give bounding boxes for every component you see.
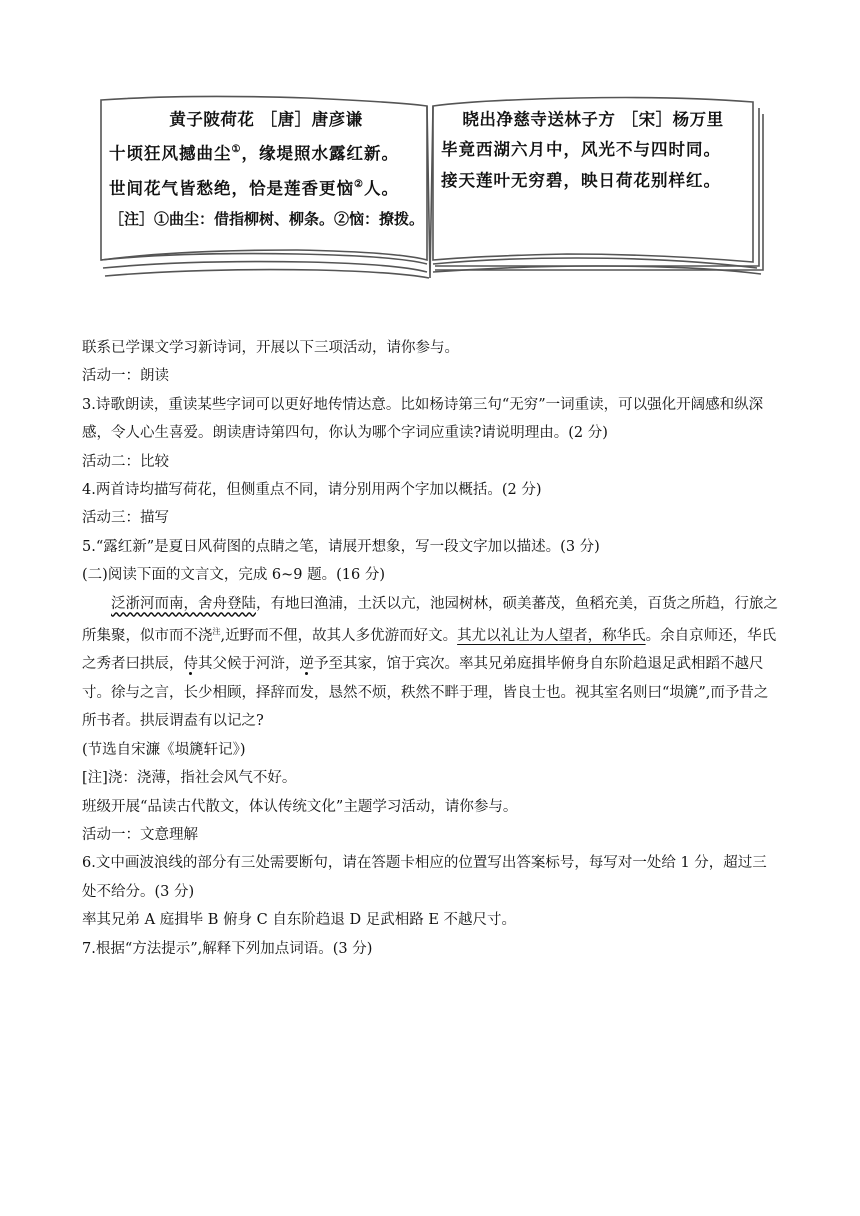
left-poem-title-line [105, 106, 427, 134]
activity-2-heading: 活动二：比较 [82, 453, 169, 470]
right-poem-line-2: 接天莲叶无穷碧，映日荷花别样红。 [441, 171, 721, 190]
dotted-word-shi: 侍 [183, 656, 198, 673]
question-3: 3.诗歌朗读，重读某些字词可以更好地传情达意。比如杨诗第三句“无穷”一词重读，可以强化开阔感和纵深感，令人心生喜爱。朗读唐诗第四句，你认为哪个字词应重读?请说明理由。(2 分) [82, 396, 764, 442]
section-2-heading: (二)阅读下面的文言文，完成 6~9 题。(16 分) [82, 567, 386, 584]
exam-content [82, 334, 778, 963]
passage-source: (节选自宋濂《埙篪轩记》) [82, 741, 246, 758]
dotted-word-ni: 逆 [299, 656, 314, 673]
question-6-sentence: 率其兄弟 A 庭揖毕 B 俯身 C 自东阶趋退 D 足武相路 E 不越尺寸。 [82, 912, 517, 929]
question-6: 6.文中画波浪线的部分有三处需要断句，请在答题卡相应的位置写出答案标号，每写对一处给 1 分，超过三处不给分。(3 分) [82, 855, 767, 900]
intro-text: 联系已学课文学习新诗词，开展以下三项活动，请你参与。 [82, 340, 459, 356]
right-poem-author: ［宋］杨万里 [621, 110, 724, 129]
right-poem-title: 晓出净慈寺送林子方 [462, 110, 616, 129]
footnote-mark-1: ① [231, 144, 242, 155]
right-poem-line-1: 毕竟西湖六月中，风光不与四时同。 [441, 140, 721, 159]
activity-1b-heading: 活动一：文意理解 [82, 826, 198, 843]
poem-book-illustration [97, 92, 767, 282]
question-7: 7.根据“方法提示”,解释下列加点词语。(3 分) [82, 940, 373, 957]
question-4: 4.两首诗均描写荷花，但侧重点不同，请分别用两个字加以概括。(2 分) [82, 482, 542, 499]
class-activity-intro: 班级开展“品读古代散文，体认传统文化”主题学习活动，请你参与。 [82, 798, 518, 815]
activity-1-heading: 活动一：朗读 [82, 368, 169, 385]
activity-3-heading: 活动三：描写 [82, 510, 169, 527]
left-poem-line-2: 世间花气皆愁绝，恰是莲香更恼②人。 [109, 179, 399, 198]
classical-passage: 泛浙河而南，舍舟登陆，有地曰渔浦，土沃以亢，池园树林，硕美蕃茂，鱼稻充美，百货之所趋，行旅之所集聚，似市而不浇$^注$,近野而不俚，故其人多优游而好文。其尤以礼让为人望者，称华氏。余自京师还，华氏之秀者曰拱辰，侍其父候于河浒，逆予至其家，馆于宾次。率其兄弟庭揖毕俯身自东阶趋退足武相蹈不越尺寸。徐与之言，长少相顾，择辞而发，恳然不烦，秩然不畔于理，皆良士也。视其室名则曰“埙篪”,而予昔之所书者。拱辰谓盍有以记之? [82, 595, 778, 730]
right-poem [437, 106, 749, 196]
right-poem-title-line [437, 106, 749, 134]
underlined-sentence: 其尤以礼让为人望者，称华氏 [457, 628, 646, 645]
question-5: 5.“露红新”是夏日风荷图的点睛之笔，请展开想象，写一段文字加以描述。(3 分) [82, 538, 600, 555]
wavy-underlined-phrase: 泛浙河而南，舍舟登陆 [111, 595, 256, 612]
footnote-mark-2: ② [354, 179, 364, 190]
left-poem-line-1: 十顷狂风撼曲尘①，缘堤照水露红新。 [109, 144, 399, 163]
passage-annotation: [注]浇：浇薄，指社会风气不好。 [82, 770, 297, 787]
left-poem-author: ［唐］唐彦谦 [260, 110, 363, 129]
left-poem [105, 106, 427, 234]
passage-footnote-mark: 注 [212, 627, 221, 637]
left-poem-title: 黄子陂荷花 [169, 110, 255, 129]
left-poem-note: ［注］①曲尘：借指柳树、柳条。②恼：撩拨。 [109, 210, 425, 228]
